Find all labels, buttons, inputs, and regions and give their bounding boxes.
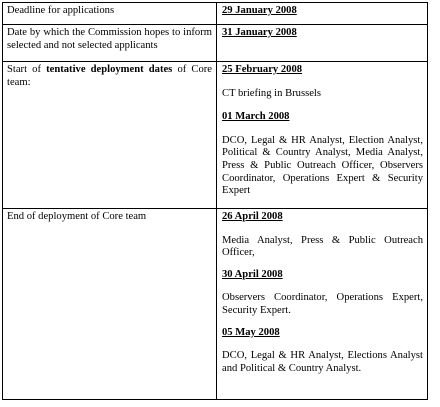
row-label <box>3 209 217 400</box>
date-text: 05 May 2008 <box>222 326 280 338</box>
row-value <box>217 62 428 209</box>
label-text: Date by which the Commission hopes to inform selected and not selected applicants <box>7 27 212 51</box>
label-bold: tentative deployment dates <box>46 64 173 75</box>
entry-text: CT briefing in Brussels <box>222 87 321 99</box>
schedule-table <box>2 2 428 400</box>
date-text: 25 February 2008 <box>222 64 303 75</box>
entry-text: Observers Coordinator, Operations Expert, Security Expert. <box>222 292 423 316</box>
label-text: End of deployment of Core team <box>7 211 147 222</box>
row-value <box>217 209 428 400</box>
row-label <box>3 25 217 62</box>
date-text: 01 March 2008 <box>222 111 290 123</box>
row-value <box>217 25 428 62</box>
label-text <box>7 64 212 89</box>
label-suffix: of Core team: <box>7 64 212 88</box>
row-value <box>217 3 428 25</box>
row-label <box>3 3 217 25</box>
table-row <box>3 209 428 400</box>
table-row <box>3 25 428 62</box>
entry-text: DCO, Legal & HR Analyst, Election Analyst, Political & Country Analyst, Media Analyst, Press & Public Outreach Officer, Observers Coordinator, Operations Expert & Security Expert <box>222 134 423 197</box>
label-text: Deadline for applications <box>7 5 115 16</box>
date-text: 31 January 2008 <box>222 27 297 38</box>
table-row <box>3 62 428 209</box>
entry-text: Media Analyst, Press & Public Outreach Officer, <box>222 234 423 259</box>
date-text: 26 April 2008 <box>222 211 283 222</box>
date-text: 29 January 2008 <box>222 5 297 16</box>
date-text: 30 April 2008 <box>222 268 283 280</box>
table-row <box>3 3 428 25</box>
row-label <box>3 62 217 209</box>
entry-text: DCO, Legal & HR Analyst, Elections Analyst and Political & Country Analyst. <box>222 350 423 374</box>
label-prefix: Start of <box>7 64 47 75</box>
